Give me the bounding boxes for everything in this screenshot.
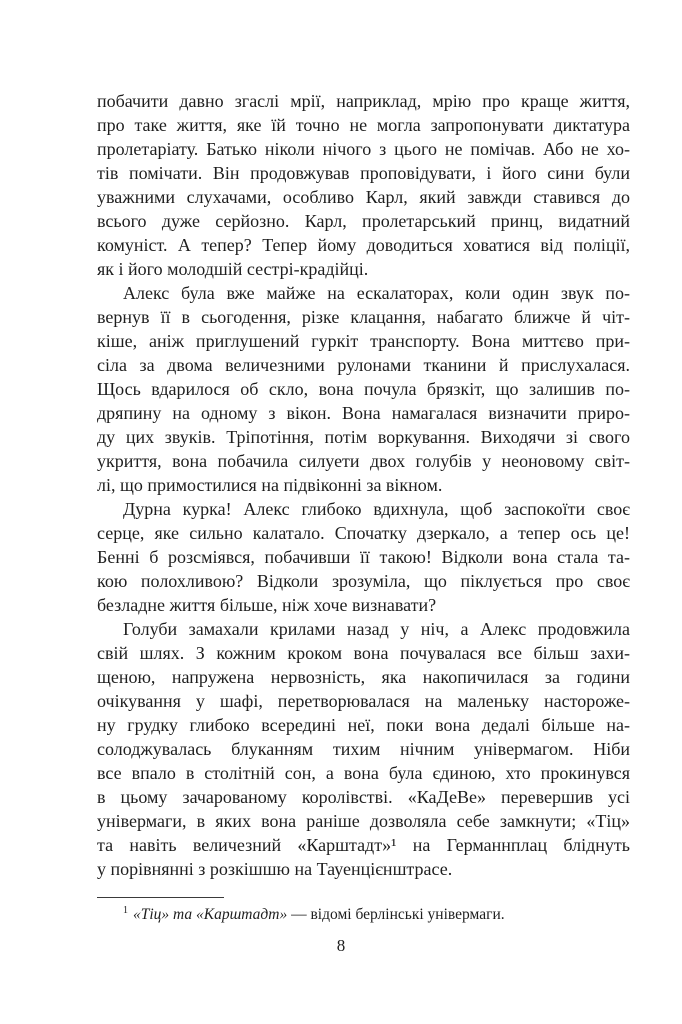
text-line: Голуби замахали крилами назад у ніч, а Алекс продовжила: [123, 619, 630, 639]
footnote-marker: 1: [123, 904, 128, 916]
text-line: Алекс була вже майже на ескалаторах, коли один звук по-: [123, 283, 630, 303]
paragraph: [97, 617, 630, 881]
text-line: щеною, напружена нервозність, яка накопичилася за години: [97, 667, 630, 687]
text-line: тів помічати. Він продовжував проповідувати, і його сини були: [97, 163, 630, 183]
text-line: вернув її в сьогодення, різке клацання, набагато ближче й чіт-: [97, 307, 630, 327]
text-line: пролетаріату. Батько ніколи нічого з цього не помічав. Або не хо-: [97, 139, 630, 159]
text-line: лі, що примостилися на підвіконні за вікном.: [97, 475, 443, 495]
text-line: дряпину на одному з вікон. Вона намагалася визначити приро-: [97, 403, 630, 423]
page-number: 8: [336, 936, 346, 955]
text-line: як і його молодшій сестрі-крадійці.: [97, 259, 369, 279]
text-line: всього дуже серйозно. Карл, пролетарський принц, видатний: [97, 211, 630, 231]
text-line: в цьому зачарованому королівстві. «КаДеВе» перевершив усі: [97, 787, 630, 807]
text-line: про таке життя, яке їй точно не могла запропонувати диктатура: [97, 115, 630, 135]
footnote-text-italic: «Тіц» та «Карштадт»: [133, 906, 288, 923]
text-block: [97, 89, 630, 881]
text-line: ду цих звуків. Тріпотіння, потім воркування. Виходячи зі свого: [97, 427, 630, 447]
text-line: та навіть величезний «Карштадт»¹ на Германнплац бліднуть: [97, 835, 630, 855]
text-line: сіла за двома величезними рулонами тканини й прислухалася.: [97, 355, 630, 375]
text-line: свій шлях. З кожним кроком вона почувалася все більш захи-: [97, 643, 630, 663]
footnote: [97, 904, 630, 925]
text-line: безладне життя більше, ніж хоче визнавати?: [97, 595, 437, 615]
text-line: ну грудку глибоко всередині неї, поки вона дедалі більше на-: [97, 715, 630, 735]
text-line: кою полохливою? Відколи зрозуміла, що піклується про своє: [97, 571, 630, 591]
paragraph: [97, 89, 630, 281]
text-line: очікування у шафі, перетворювалася на маленьку настороже-: [97, 691, 630, 711]
text-line: Дурна курка! Алекс глибоко вдихнула, щоб заспокоїти своє: [123, 499, 630, 519]
text-line: солоджувалась блуканням тихим нічним універмагом. Ніби: [97, 739, 630, 759]
text-line: у порівнянні з розкішшю на Тауенцієнштрасе.: [97, 859, 453, 879]
text-line: серце, яке сильно калатало. Спочатку дзеркало, а тепер ось це!: [97, 523, 630, 543]
text-line: комуніст. А тепер? Тепер йому доводиться ховатися від поліції,: [97, 235, 630, 255]
text-line: Щось вдарилося об скло, вона почула брязкіт, що залишив по-: [97, 379, 630, 399]
text-line: побачити давно згаслі мрії, наприклад, мрію про краще життя,: [97, 91, 630, 111]
text-line: Бенні б розсміявся, побачивши її такою! Відколи вона стала та-: [97, 547, 630, 567]
footnote-separator: [97, 897, 224, 898]
text-line: уважними слухачами, особливо Карл, який завжди ставився до: [97, 187, 630, 207]
text-line: універмаги, в яких вона раніше дозволяла себе замкнути; «Тіц»: [97, 811, 630, 831]
text-line: кіше, аніж приглушений гуркіт транспорту. Вона миттєво при-: [97, 331, 630, 351]
paragraph: [97, 281, 630, 497]
paragraph: [97, 497, 630, 617]
footnote-text: — відомі берлінські універмаги.: [287, 906, 505, 923]
text-line: укриття, вона побачила силуети двох голубів у неоновому світ-: [97, 451, 630, 471]
text-line: все впало в столітній сон, а вона була єдиною, хто прокинувся: [97, 763, 630, 783]
